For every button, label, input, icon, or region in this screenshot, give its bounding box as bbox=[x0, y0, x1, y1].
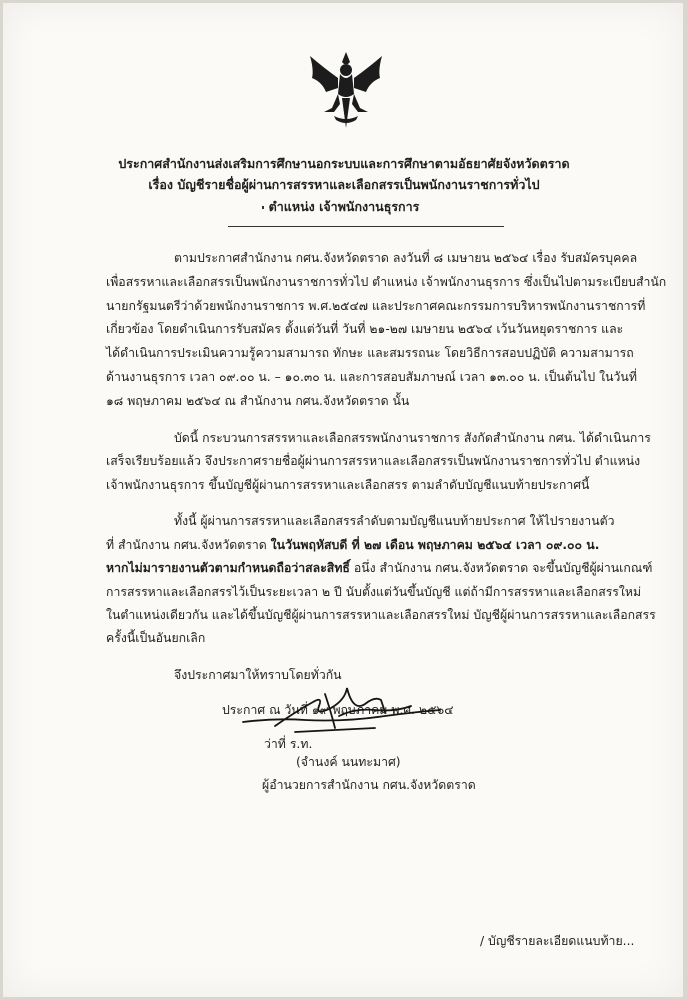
para1-line: ได้ดำเนินการประเมินความรู้ความสามารถ ทักษะ และสมรรถนะ โดยวิธีการสอบปฏิบัติ ความสามารถ bbox=[106, 346, 634, 360]
forfeit-notice: หากไม่มารายงานตัวตามกำหนดถือว่าสละสิทธิ์ bbox=[106, 561, 350, 575]
announcement-date: ประกาศ ณ วันที่ ๑๙ พฤษภาคม พ.ศ. ๒๕๖๔ bbox=[222, 703, 454, 717]
para3-line bbox=[106, 539, 599, 551]
para1-line: นายกรัฐมนตรีว่าด้วยพนักงานราชการ พ.ศ.๒๕๔๗ และประกาศคณะกรรมการบริหารพนักงานราชการที่ bbox=[106, 299, 646, 313]
para3-line bbox=[106, 562, 652, 574]
announcement-subject: เรื่อง บัญชีรายชื่อผู้ผ่านการสรรหาและเลือกสรรเป็นพนักงานราชการทั่วไป bbox=[148, 177, 540, 192]
para1-line: เกี่ยวข้อง โดยดำเนินการรับสมัคร ตั้งแต่วันที่ วันที่ ๒๑-๒๗ เมษายน ๒๕๖๔ เว้นวันหยุดราชการ และ bbox=[106, 322, 624, 336]
attachment-note: / บัญชีรายละเอียดแนบท้าย... bbox=[480, 934, 635, 948]
mark-dot bbox=[262, 206, 264, 209]
signer-name: (จำนงค์ นนทะมาศ) bbox=[296, 755, 401, 769]
list-validity: อนึ่ง สำนักงาน กศน.จังหวัดตราด จะขึ้นบัญชีผู้ผ่านเกณฑ์ bbox=[349, 561, 653, 575]
report-datetime: ในวันพฤหัสบดี ที่ ๒๗ เดือน พฤษภาคม ๒๕๖๔ เวลา ๐๙.๐๐ น. bbox=[270, 538, 600, 552]
para2-line: เสร็จเรียบร้อยแล้ว จึงประกาศรายชื่อผู้ผ่านการสรรหาและเลือกสรรเป็นพนักงานราชการทั่วไป ตำแหน่ง bbox=[106, 454, 641, 468]
announcement-title: ประกาศสำนักงานส่งเสริมการศึกษานอกระบบและการศึกษาตามอัธยาศัยจังหวัดตราด bbox=[118, 156, 570, 171]
para1-line: ด้านงานธุรการ เวลา ๐๙.๐๐ น. – ๑๐.๓๐ น. และการสอบสัมภาษณ์ เวลา ๑๓.๐๐ น. เป็นต้นไป ในวันที่ bbox=[106, 370, 637, 384]
report-place: ที่ สำนักงาน กศน.จังหวัดตราด bbox=[106, 538, 271, 552]
signer-title: ผู้อำนวยการสำนักงาน กศน.จังหวัดตราด bbox=[262, 778, 476, 792]
para3-line: ครั้งนี้เป็นอันยกเลิก bbox=[106, 631, 206, 645]
closing-statement: จึงประกาศมาให้ทราบโดยทั่วกัน bbox=[174, 668, 342, 682]
announcement-position: ตำแหน่ง เจ้าพนักงานธุรการ bbox=[268, 199, 420, 214]
signer-rank: ว่าที่ ร.ท. bbox=[264, 737, 313, 751]
para2-line: บัดนี้ กระบวนการสรรหาและเลือกสรรพนักงานราชการ สังกัดสำนักงาน กศน. ได้ดำเนินการ bbox=[174, 431, 651, 445]
para3-line: ทั้งนี้ ผู้ผ่านการสรรหาและเลือกสรรลำดับตามบัญชีแนบท้ายประกาศ ให้ไปรายงานตัว bbox=[174, 514, 615, 528]
garuda-emblem bbox=[304, 48, 388, 134]
document-page bbox=[3, 3, 683, 997]
para3-line: การสรรหาและเลือกสรรไว้เป็นระยะเวลา ๒ ปี นับตั้งแต่วันขึ้นบัญชี แต่ถ้ามีการสรรหาและเลือกสรรใหม่ bbox=[106, 585, 642, 599]
para1-line: ตามประกาศสำนักงาน กศน.จังหวัดตราด ลงวันที่ ๘ เมษายน ๒๕๖๔ เรื่อง รับสมัครบุคคล bbox=[174, 251, 638, 265]
para3-line: ในตำแหน่งเดียวกัน และได้ขึ้นบัญชีผู้ผ่านการสรรหาและเลือกสรรใหม่ บัญชีผู้ผ่านการสรรหาและเลือกสรร bbox=[106, 608, 656, 622]
para1-line: ๑๘ พฤษภาคม ๒๕๖๔ ณ สำนักงาน กศน.จังหวัดตราด นั้น bbox=[106, 394, 410, 408]
para2-line: เจ้าพนักงานธุรการ ขึ้นบัญชีผู้ผ่านการสรรหาและเลือกสรร ตามลำดับบัญชีแนบท้ายประกาศนี้ bbox=[106, 478, 590, 492]
para1-line: เพื่อสรรหาและเลือกสรรเป็นพนักงานราชการทั่วไป ตำแหน่ง เจ้าพนักงานธุรการ ซึ่งเป็นไปตามระเบียบสำนัก bbox=[106, 275, 667, 289]
signature bbox=[235, 682, 445, 742]
header-divider bbox=[228, 226, 504, 227]
